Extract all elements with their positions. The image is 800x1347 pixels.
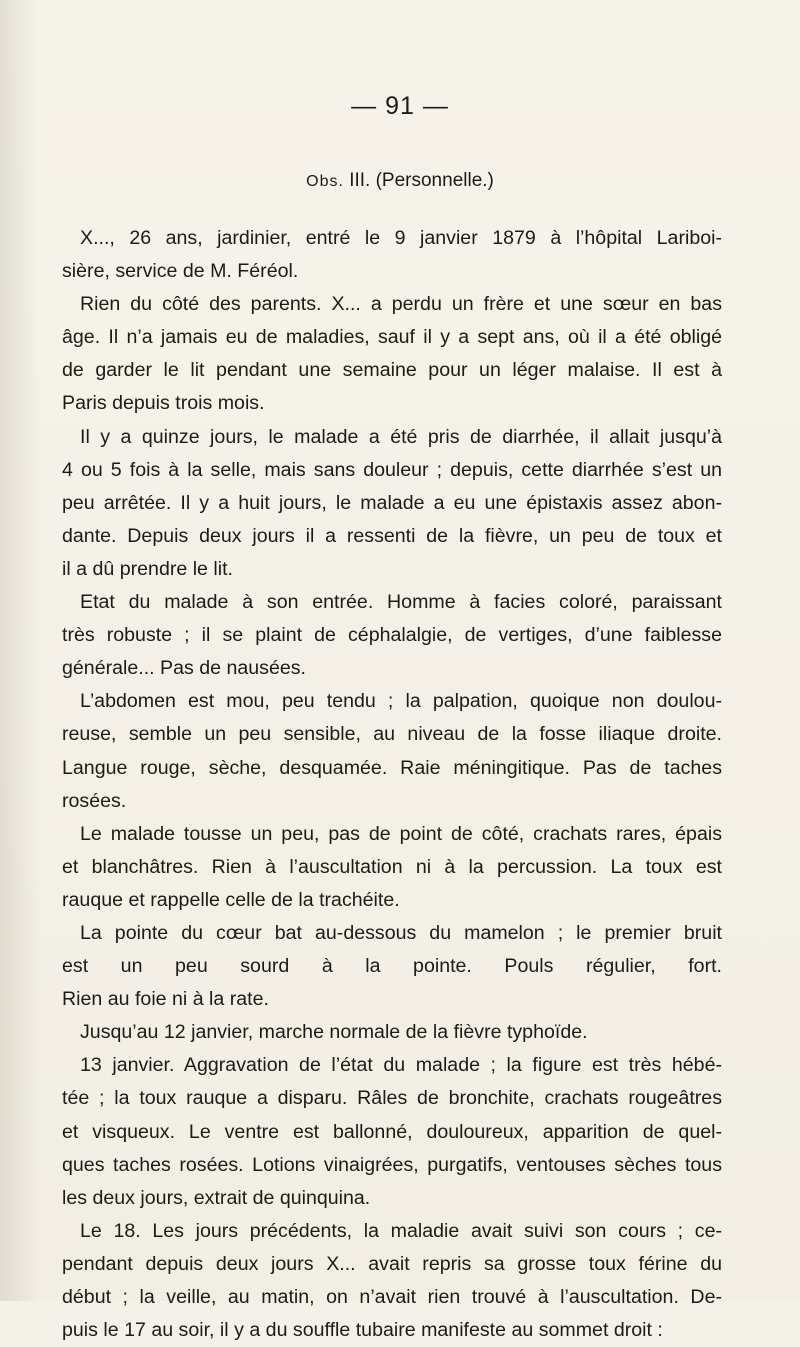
text-line: et visqueux. Le ventre est ballonné, douloureux, apparition de quel- [62,1120,722,1143]
observation-heading [0,170,800,192]
text-line: et blanchâtres. Rien à l’auscultation ni à la percussion. La toux est [62,855,722,878]
paragraph [62,222,722,288]
text-line: Rien du côté des parents. X... a perdu un frère et une sœur en bas [80,293,722,316]
text-line: Il y a quinze jours, le malade a été pris de diarrhée, il allait jusqu’à [80,425,722,448]
text-line: est un peu sourd à la pointe. Pouls régulier, fort. [62,955,722,978]
text-line: de garder le lit pendant une semaine pour un léger malaise. Il est à [62,359,722,382]
observation-title: III. (Personnelle.) [349,170,494,191]
paragraph [62,1215,722,1347]
text-line: début ; la veille, au matin, on n’avait rien trouvé à l’auscultation. De- [62,1286,722,1308]
paragraph [62,917,722,1016]
paragraph [62,1049,722,1214]
observation-label: Obs. [306,173,344,190]
text-line: L’abdomen est mou, peu tendu ; la palpation, quoique non doulou- [80,690,722,713]
text-line: générale... Pas de nausées. [62,657,307,680]
text-line: puis le 17 au soir, il y a du souffle tubaire manifeste au sommet droit : [62,1319,663,1342]
text-line: il a dû prendre le lit. [62,557,233,580]
paragraph [62,818,722,917]
text-line: tée ; la toux rauque a disparu. Râles de bronchite, crachats rougeâtres [62,1087,722,1110]
text-line: dante. Depuis deux jours il a ressenti de la fièvre, un peu de toux et [62,524,722,547]
paragraph [62,288,722,420]
paragraph [62,1016,722,1049]
text-line: Langue rouge, sèche, desquamée. Raie méningitique. Pas de taches [62,756,722,779]
text-line: très robuste ; il se plaint de céphalalgie, de vertiges, d’une faiblesse [62,624,722,647]
text-line: pendant depuis deux jours X... avait repris sa grosse toux férine du [62,1252,722,1275]
text-line: X..., 26 ans, jardinier, entré le 9 janvier 1879 à l’hôpital Lariboi- [80,227,722,249]
text-line: reuse, semble un peu sensible, au niveau de la fosse iliaque droite. [62,723,722,746]
text-line: peu arrêtée. Il y a huit jours, le malade a eu une épistaxis assez abon- [62,491,722,514]
page-number: — 91 — [351,92,449,120]
paragraph [62,586,722,685]
text-line: Rien au foie ni à la rate. [62,988,269,1011]
paragraph [62,421,722,586]
text-line: Le 18. Les jours précédents, la maladie avait suivi son cours ; ce- [80,1219,722,1242]
body-text [62,222,722,1347]
text-line: Etat du malade à son entrée. Homme à facies coloré, paraissant [80,591,722,614]
text-line: âge. Il n’a jamais eu de maladies, sauf il y a sept ans, où il a été obligé [62,326,722,349]
text-line: 13 janvier. Aggravation de l’état du malade ; la figure est très hébé- [80,1054,722,1077]
text-line: sière, service de M. Féréol. [62,260,299,283]
text-line: Jusqu’au 12 janvier, marche normale de la fièvre typhoïde. [80,1021,588,1044]
paragraph [62,685,722,817]
text-line: ques taches rosées. Lotions vinaigrées, purgatifs, ventouses sèches tous [62,1153,722,1176]
text-line: Le malade tousse un peu, pas de point de côté, crachats rares, épais [80,822,722,845]
text-line: les deux jours, extrait de quinquina. [62,1186,371,1209]
text-line: 4 ou 5 fois à la selle, mais sans douleur ; depuis, cette diarrhée s’est un [62,458,722,481]
text-line: La pointe du cœur bat au-dessous du mamelon ; le premier bruit [80,921,722,944]
text-line: rosées. [62,789,127,812]
text-line: Paris depuis trois mois. [62,392,265,415]
text-line: rauque et rappelle celle de la trachéite. [62,888,400,911]
